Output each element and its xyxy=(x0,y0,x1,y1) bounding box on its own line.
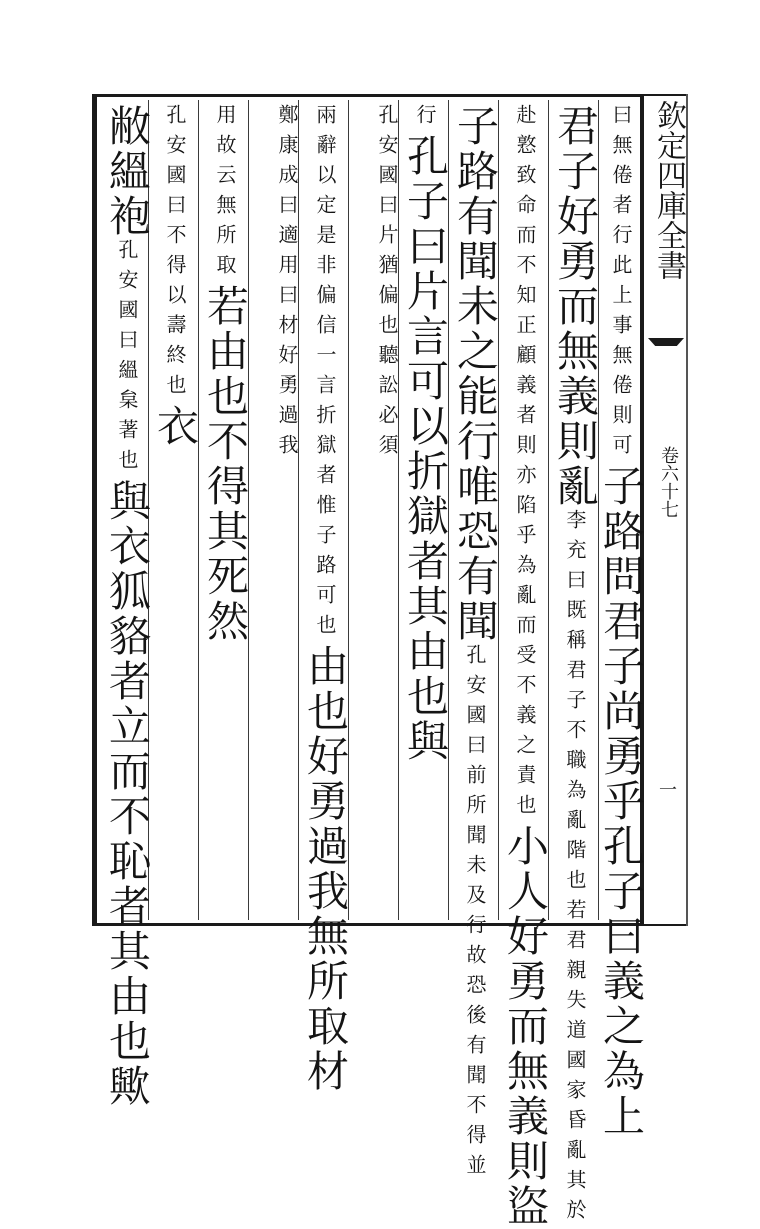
book-title: 欽定四庫全書 xyxy=(651,100,686,280)
commentary-note: 用故云無所取 xyxy=(213,104,237,284)
juan-number: 卷六十七 xyxy=(658,446,679,518)
text-column-8 xyxy=(248,104,298,924)
commentary-note: 曰無倦者行此上事無倦則可 xyxy=(609,104,633,464)
text-column-9 xyxy=(198,104,248,924)
commentary-note: 孔安國曰不得以壽終也 xyxy=(163,104,187,404)
commentary-note: 行 xyxy=(413,104,437,134)
main-text: 君子好勇而無義則亂 xyxy=(551,104,600,509)
commentary-note: 孔安國曰片猶偏也聽訟必須 xyxy=(375,104,399,464)
main-text: 敝縕袍 xyxy=(103,104,152,239)
commentary-note: 赴憝致命而不知正顧義者則亦陷乎為亂而受不義之責也 xyxy=(513,104,537,824)
commentary-note: 孔安國曰縕枲著也 xyxy=(115,239,139,479)
page-number: 一 xyxy=(656,780,677,798)
main-text: 若由也不得其死然 xyxy=(201,284,250,644)
text-column-10 xyxy=(148,104,198,924)
text-column-4 xyxy=(448,104,500,1184)
text-column-6 xyxy=(348,104,398,924)
main-text: 子路有聞未之能行唯恐有聞 xyxy=(451,104,500,644)
banxin-edge-rule xyxy=(686,94,688,926)
main-text: 孔子曰片言可以折獄者其由也與 xyxy=(401,134,450,764)
commentary-note: 兩辭以定是非偏信一言折獄者惟子路可也 xyxy=(313,104,337,644)
text-column-5 xyxy=(398,104,448,924)
main-text: 小人好勇而無義則盜 xyxy=(501,824,550,1229)
main-text: 與衣狐貉者立而不恥者其由也歟 xyxy=(103,479,152,1109)
text-column-11 xyxy=(100,104,152,1109)
text-column-2 xyxy=(548,104,600,1229)
main-text: 由也好勇過我無所取材 xyxy=(301,644,350,1094)
text-column-7 xyxy=(298,104,350,1094)
text-column-3 xyxy=(498,104,550,1229)
main-text: 衣 xyxy=(151,404,200,449)
commentary-note: 鄭康成曰適用曰材好勇過我 xyxy=(275,104,299,464)
text-column-1 xyxy=(594,104,646,1139)
commentary-note: 李充曰既稱君子不職為亂階也若君親失道國家昏亂其於 xyxy=(563,509,587,1229)
main-text: 子路問君子尚勇乎孔子曰義之為上 xyxy=(597,464,646,1139)
commentary-note: 孔安國曰前所聞未及行故恐後有聞不得並 xyxy=(463,644,487,1184)
